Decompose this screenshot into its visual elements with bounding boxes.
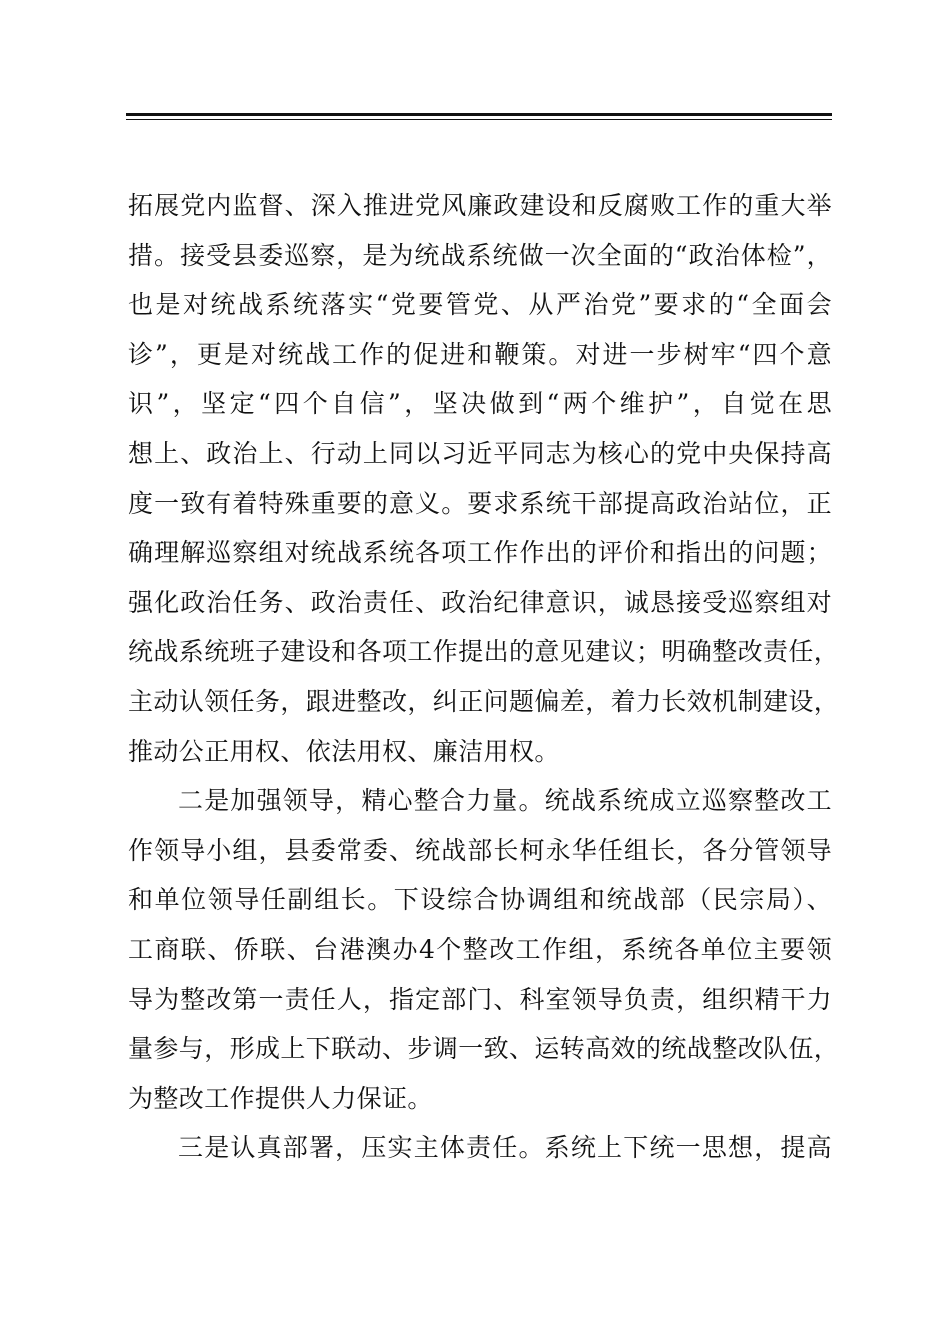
paragraph-1-line: 想上、政治上、行动上同以习近平同志为核心的党中央保持高 (128, 438, 832, 468)
document-body (128, 181, 840, 1173)
paragraph-1-line: 措。接受县委巡察，是为统战系统做一次全面的“政治体检”， (128, 240, 832, 270)
paragraph-2-line: 作领导小组，县委常委、统战部长柯永华任组长，各分管领导 (128, 835, 832, 865)
paragraph-3 (128, 1123, 832, 1173)
paragraph-1-line: 拓展党内监督、深入推进党风廉政建设和反腐败工作的重大举 (128, 191, 832, 220)
paragraph-2-line: 二是加强领导，精心整合力量。统战系统成立巡察整改工 (178, 786, 832, 816)
header-double-rule-thick (126, 113, 832, 116)
paragraph-1-line: 推动公正用权、依法用权、廉洁用权。 (128, 736, 560, 766)
paragraph-2-line: 量参与，形成上下联动、步调一致、运转高效的统战整改队伍， (128, 1034, 840, 1064)
paragraph-1-line: 识”，坚定“四个自信”，坚决做到“两个维护”，自觉在思 (128, 389, 832, 419)
paragraph-1-line: 诊”，更是对统战工作的促进和鞭策。对进一步树牢“四个意 (128, 339, 832, 369)
paragraph-1-line: 确理解巡察组对统战系统各项工作作出的评价和指出的问题； (128, 538, 832, 568)
paragraph-1-line: 度一致有着特殊重要的意义。要求系统干部提高政治站位，正 (128, 488, 832, 518)
paragraph-2-line: 导为整改第一责任人，指定部门、科室领导负责，组织精干力 (128, 984, 832, 1014)
paragraph-1-line: 也是对统战系统落实“党要管党、从严治党”要求的“全面会 (128, 290, 832, 320)
paragraph-1 (128, 181, 840, 776)
header-double-rule-thin (126, 119, 832, 120)
paragraph-3-line: 三是认真部署，压实主体责任。系统上下统一思想，提高 (178, 1133, 832, 1163)
paragraph-1-line: 主动认领任务，跟进整改，纠正问题偏差，着力长效机制建设， (128, 686, 840, 716)
paragraph-2 (128, 776, 840, 1123)
paragraph-2-line: 和单位领导任副组长。下设综合协调组和统战部（民宗局）、 (128, 885, 832, 915)
paragraph-2-line: 工商联、侨联、台港澳办4个整改工作组，系统各单位主要领 (128, 934, 832, 964)
paragraph-2-line: 为整改工作提供人力保证。 (128, 1083, 433, 1113)
paragraph-1-line: 统战系统班子建设和各项工作提出的意见建议；明确整改责任， (128, 637, 840, 667)
paragraph-1-line: 强化政治任务、政治责任、政治纪律意识，诚恳接受巡察组对 (128, 587, 832, 617)
